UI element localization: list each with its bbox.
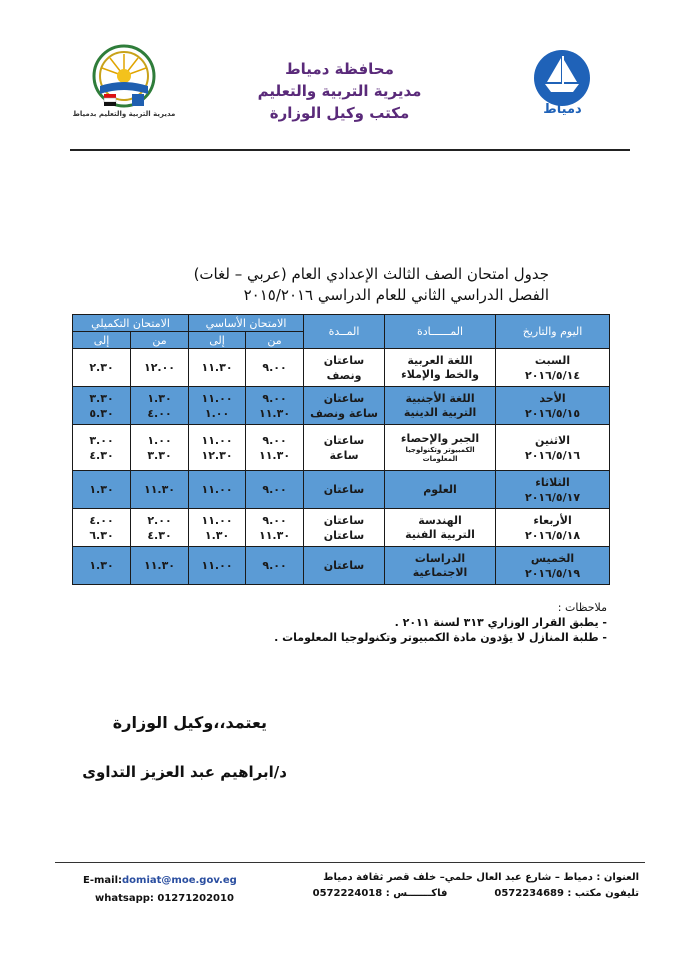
basic-from-cell: ٩.٠٠ ١١.٣٠: [246, 387, 304, 425]
day-cell: الثلاثاء ٢٠١٦/٥/١٧: [496, 471, 610, 509]
duration-cell: ساعتان ساعة ونصف: [304, 387, 385, 425]
duration-cell: ساعتان: [304, 547, 385, 585]
supp-from-cell: ١.٣٠ ٤.٠٠: [131, 387, 189, 425]
whatsapp-line: whatsapp: 01271202010: [95, 893, 234, 904]
basic-to-cell: ١١.٠٠: [189, 547, 246, 585]
basic-to-cell: ١١.٠٠: [189, 471, 246, 509]
supp-from-cell: ٢.٠٠ ٤.٣٠: [131, 509, 189, 547]
header-subject: المــــــادة: [385, 315, 496, 349]
email-link[interactable]: domiat@moe.gov.eg: [122, 875, 237, 886]
footer-divider: [55, 862, 645, 863]
basic-to-cell: ١١.٠٠ ١.٣٠: [189, 509, 246, 547]
header-day-date: اليوم والتاريخ: [496, 315, 610, 349]
footer-contact: [83, 872, 237, 908]
day-cell: الأربعاء ٢٠١٦/٥/١٨: [496, 509, 610, 547]
damietta-logo-caption: دمياط: [543, 102, 582, 117]
day-cell: الأحد ٢٠١٦/٥/١٥: [496, 387, 610, 425]
phone-number: تليفون مكتب : 0572234689: [494, 888, 639, 899]
fax-number: فاكـــــــس : 0572224018: [312, 888, 448, 899]
directorate-name: مديرية التربية والتعليم: [257, 82, 422, 100]
subject-cell: الدراسات الاجتماعية: [385, 547, 496, 585]
supp-from-cell: ١.٠٠ ٣.٣٠: [131, 425, 189, 471]
schedule-title: [129, 264, 549, 306]
basic-from-cell: ٩.٠٠: [246, 547, 304, 585]
subject-cell: اللغة الأجنبية التربية الدينية: [385, 387, 496, 425]
subject-cell: الجبر والإحصاء الكمبيوتر وتكنولوجيا المعلومات: [385, 425, 496, 471]
note-item: - يطبق القرار الوزاري ٣١٣ لسنة ٢٠١١ .: [394, 616, 607, 629]
basic-to-cell: ١١.٠٠ ١٢.٣٠: [189, 425, 246, 471]
basic-to-cell: ١١.٠٠ ١.٠٠: [189, 387, 246, 425]
header-basic-from: من: [246, 332, 304, 349]
notes-block: [47, 600, 607, 645]
supp-to-cell: ٤.٠٠ ٦.٣٠: [73, 509, 131, 547]
supp-from-cell: ١٢.٠٠: [131, 349, 189, 387]
day-cell: الخميس ٢٠١٦/٥/١٩: [496, 547, 610, 585]
header-supp-from: من: [131, 332, 189, 349]
subject-cell: الهندسة التربية الفنية: [385, 509, 496, 547]
subject-cell: اللغة العربية والخط والإملاء: [385, 349, 496, 387]
signatory-name: د/ابراهيم عبد العزيز التداوى: [82, 763, 287, 781]
table-row: [73, 509, 610, 547]
schedule-title-line2: الفصل الدراسي الثاني للعام الدراسي ٢٠١٥/٢٠١٦: [243, 286, 549, 304]
exam-schedule-table: [72, 314, 610, 585]
approval-text: يعتمد،،وكيل الوزارة: [112, 713, 267, 732]
header-supp-exam: الامتحان التكميلي: [73, 315, 189, 332]
table-row: [73, 349, 610, 387]
governorate-name: محافظة دمياط: [285, 60, 394, 78]
basic-from-cell: ٩.٠٠: [246, 471, 304, 509]
duration-cell: ساعتان: [304, 471, 385, 509]
header-supp-to: إلى: [73, 332, 131, 349]
supp-from-cell: ١١.٣٠: [131, 547, 189, 585]
header-divider: [70, 149, 630, 151]
office-name: مكتب وكيل الوزارة: [269, 104, 410, 122]
day-cell: السبت ٢٠١٦/٥/١٤: [496, 349, 610, 387]
directorate-logo-caption: مديرية التربية والتعليم بدمياط: [72, 110, 176, 118]
basic-from-cell: ٩.٠٠ ١١.٣٠: [246, 509, 304, 547]
notes-heading: ملاحظات :: [557, 601, 607, 614]
schedule-title-line1: جدول امتحان الصف الثالث الإعدادي العام (عربي – لغات): [193, 265, 549, 283]
header-basic-exam: الامتحان الأساسي: [189, 315, 304, 332]
email-label: E-mail:: [83, 875, 123, 886]
table-row: [73, 387, 610, 425]
duration-cell: ساعتان ونصف: [304, 349, 385, 387]
supp-to-cell: ٣.٣٠ ٥.٣٠: [73, 387, 131, 425]
duration-cell: ساعتان ساعتان: [304, 509, 385, 547]
basic-to-cell: ١١.٣٠: [189, 349, 246, 387]
table-row: [73, 547, 610, 585]
phone-fax-line: [309, 886, 639, 902]
duration-cell: ساعتان ساعة: [304, 425, 385, 471]
address-line: العنوان : دمياط – شارع عبد العال حلمي– خلف قصر ثقافة دمياط: [323, 872, 639, 883]
supp-to-cell: ٣.٠٠ ٤.٣٠: [73, 425, 131, 471]
supp-to-cell: ١.٣٠: [73, 547, 131, 585]
table-row: [73, 425, 610, 471]
day-cell: الاثنين ٢٠١٦/٥/١٦: [496, 425, 610, 471]
subject-cell: العلوم: [385, 471, 496, 509]
basic-from-cell: ٩.٠٠: [246, 349, 304, 387]
email-line: [83, 872, 237, 890]
supp-to-cell: ١.٣٠: [73, 471, 131, 509]
header-duration: المــدة: [304, 315, 385, 349]
header-basic-to: إلى: [189, 332, 246, 349]
footer-address: [309, 870, 639, 902]
note-item: - طلبة المنازل لا يؤدون مادة الكمبيوتر وتكنولوجيا المعلومات .: [274, 631, 607, 644]
basic-from-cell: ٩.٠٠ ١١.٣٠: [246, 425, 304, 471]
supp-from-cell: ١١.٣٠: [131, 471, 189, 509]
table-row: [73, 471, 610, 509]
supp-to-cell: ٢.٣٠: [73, 349, 131, 387]
header-block: [0, 58, 679, 124]
